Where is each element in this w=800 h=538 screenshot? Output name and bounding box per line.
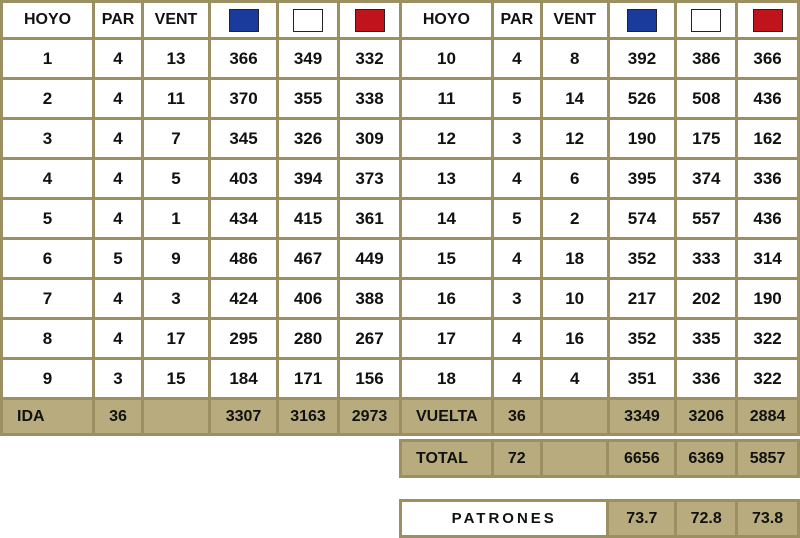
back-nine-rows: [401, 39, 799, 399]
blue-tee-swatch-icon: [229, 9, 259, 32]
hole-number: 11: [401, 79, 493, 119]
hole-row: [401, 239, 799, 279]
total-blue: 6656: [608, 441, 676, 477]
red-tee-swatch-icon: [355, 9, 385, 32]
hole-number: 15: [401, 239, 493, 279]
red-tee-header: [737, 2, 799, 39]
total-table: [399, 439, 800, 478]
blue-tee-distance: 345: [210, 119, 278, 159]
red-tee-distance: 336: [737, 159, 799, 199]
hole-number: 5: [2, 199, 94, 239]
ida-red: 2973: [339, 399, 401, 435]
handicap-value: 18: [541, 239, 608, 279]
handicap-value: 15: [143, 359, 210, 399]
white-tee-swatch-icon: [691, 9, 721, 32]
red-tee-distance: 332: [339, 39, 401, 79]
blue-tee-distance: 295: [210, 319, 278, 359]
red-tee-distance: 436: [737, 79, 799, 119]
patrones-row: [401, 501, 799, 537]
handicap-header: VENT: [541, 2, 608, 39]
hole-row: [2, 359, 401, 399]
hole-row: [2, 199, 401, 239]
white-tee-swatch-icon: [293, 9, 323, 32]
hole-number: 12: [401, 119, 493, 159]
hole-row: [401, 159, 799, 199]
par-value: 4: [492, 239, 541, 279]
red-tee-distance: 338: [339, 79, 401, 119]
white-tee-distance: 415: [278, 199, 339, 239]
ida-hcp: [143, 399, 210, 435]
hole-number: 17: [401, 319, 493, 359]
par-value: 4: [94, 39, 143, 79]
white-tee-distance: 175: [676, 119, 737, 159]
front-header-row: [2, 2, 401, 39]
white-tee-distance: 508: [676, 79, 737, 119]
blue-tee-distance: 424: [210, 279, 278, 319]
par-header: PAR: [492, 2, 541, 39]
handicap-value: 13: [143, 39, 210, 79]
handicap-value: 4: [541, 359, 608, 399]
front-nine-rows: [2, 39, 401, 399]
white-tee-distance: 557: [676, 199, 737, 239]
par-value: 5: [492, 199, 541, 239]
blue-tee-distance: 526: [608, 79, 676, 119]
par-value: 4: [492, 319, 541, 359]
hole-number: 16: [401, 279, 493, 319]
vuelta-blue: 3349: [608, 399, 676, 435]
red-tee-distance: 190: [737, 279, 799, 319]
handicap-value: 11: [143, 79, 210, 119]
red-tee-swatch-icon: [753, 9, 783, 32]
handicap-value: 12: [541, 119, 608, 159]
white-tee-distance: 335: [676, 319, 737, 359]
blue-tee-header: [210, 2, 278, 39]
par-value: 4: [94, 159, 143, 199]
par-value: 5: [94, 239, 143, 279]
hole-number: 1: [2, 39, 94, 79]
total-label: TOTAL: [401, 441, 493, 477]
handicap-value: 1: [143, 199, 210, 239]
blue-tee-distance: 370: [210, 79, 278, 119]
white-tee-distance: 202: [676, 279, 737, 319]
hole-number: 18: [401, 359, 493, 399]
blue-tee-distance: 184: [210, 359, 278, 399]
handicap-value: 2: [541, 199, 608, 239]
red-tee-distance: 322: [737, 319, 799, 359]
blue-tee-distance: 366: [210, 39, 278, 79]
par-value: 4: [94, 119, 143, 159]
red-tee-distance: 314: [737, 239, 799, 279]
red-tee-distance: 436: [737, 199, 799, 239]
hole-number: 7: [2, 279, 94, 319]
red-tee-distance: 309: [339, 119, 401, 159]
red-tee-distance: 449: [339, 239, 401, 279]
par-value: 4: [94, 199, 143, 239]
par-value: 3: [492, 279, 541, 319]
red-tee-distance: 373: [339, 159, 401, 199]
hole-header: HOYO: [401, 2, 493, 39]
blue-tee-distance: 352: [608, 319, 676, 359]
par-value: 3: [492, 119, 541, 159]
blue-tee-distance: 403: [210, 159, 278, 199]
hole-row: [2, 119, 401, 159]
hole-number: 6: [2, 239, 94, 279]
red-tee-header: [339, 2, 401, 39]
handicap-value: 17: [143, 319, 210, 359]
hole-number: 10: [401, 39, 493, 79]
vuelta-hcp: [541, 399, 608, 435]
handicap-header: VENT: [143, 2, 210, 39]
hole-number: 14: [401, 199, 493, 239]
vuelta-par: 36: [492, 399, 541, 435]
vuelta-label: VUELTA: [401, 399, 493, 435]
vuelta-row: [401, 399, 799, 435]
blue-tee-distance: 434: [210, 199, 278, 239]
hole-number: 8: [2, 319, 94, 359]
blue-tee-swatch-icon: [627, 9, 657, 32]
white-tee-distance: 280: [278, 319, 339, 359]
hole-row: [2, 279, 401, 319]
red-tee-distance: 267: [339, 319, 401, 359]
red-tee-distance: 388: [339, 279, 401, 319]
patrones-table: [399, 499, 800, 538]
front-nine-table: [0, 0, 402, 436]
handicap-value: 6: [541, 159, 608, 199]
par-value: 4: [94, 319, 143, 359]
hole-row: [2, 239, 401, 279]
white-tee-distance: 374: [676, 159, 737, 199]
par-value: 5: [492, 79, 541, 119]
red-tee-distance: 156: [339, 359, 401, 399]
red-tee-distance: 366: [737, 39, 799, 79]
red-tee-distance: 162: [737, 119, 799, 159]
par-value: 4: [492, 159, 541, 199]
patrones-red: 73.8: [737, 501, 799, 537]
ida-blue: 3307: [210, 399, 278, 435]
total-white: 6369: [676, 441, 737, 477]
hole-row: [2, 39, 401, 79]
total-hcp: [541, 441, 608, 477]
hole-row: [401, 199, 799, 239]
handicap-value: 8: [541, 39, 608, 79]
total-par: 72: [492, 441, 541, 477]
par-value: 4: [94, 79, 143, 119]
ida-label: IDA: [2, 399, 94, 435]
back-nine-table: [399, 0, 800, 436]
hole-header: HOYO: [2, 2, 94, 39]
hole-row: [401, 279, 799, 319]
vuelta-red: 2884: [737, 399, 799, 435]
hole-row: [401, 319, 799, 359]
white-tee-header: [278, 2, 339, 39]
blue-tee-distance: 486: [210, 239, 278, 279]
blue-tee-distance: 352: [608, 239, 676, 279]
blue-tee-distance: 190: [608, 119, 676, 159]
par-header: PAR: [94, 2, 143, 39]
patrones-blue: 73.7: [608, 501, 676, 537]
handicap-value: 3: [143, 279, 210, 319]
white-tee-distance: 386: [676, 39, 737, 79]
white-tee-header: [676, 2, 737, 39]
par-value: 4: [492, 39, 541, 79]
hole-row: [401, 79, 799, 119]
hole-row: [401, 359, 799, 399]
hole-number: 9: [2, 359, 94, 399]
handicap-value: 10: [541, 279, 608, 319]
back-header-row: [401, 2, 799, 39]
hole-row: [401, 119, 799, 159]
patrones-white: 72.8: [676, 501, 737, 537]
white-tee-distance: 349: [278, 39, 339, 79]
white-tee-distance: 394: [278, 159, 339, 199]
handicap-value: 16: [541, 319, 608, 359]
hole-number: 2: [2, 79, 94, 119]
patrones-label: PATRONES: [401, 501, 608, 537]
blue-tee-distance: 395: [608, 159, 676, 199]
hole-number: 3: [2, 119, 94, 159]
hole-number: 13: [401, 159, 493, 199]
white-tee-distance: 336: [676, 359, 737, 399]
blue-tee-header: [608, 2, 676, 39]
hole-row: [2, 319, 401, 359]
white-tee-distance: 333: [676, 239, 737, 279]
par-value: 4: [94, 279, 143, 319]
ida-row: [2, 399, 401, 435]
hole-number: 4: [2, 159, 94, 199]
white-tee-distance: 326: [278, 119, 339, 159]
white-tee-distance: 406: [278, 279, 339, 319]
hole-row: [401, 39, 799, 79]
hole-row: [2, 159, 401, 199]
handicap-value: 14: [541, 79, 608, 119]
handicap-value: 5: [143, 159, 210, 199]
white-tee-distance: 355: [278, 79, 339, 119]
white-tee-distance: 467: [278, 239, 339, 279]
ida-white: 3163: [278, 399, 339, 435]
blue-tee-distance: 392: [608, 39, 676, 79]
total-red: 5857: [737, 441, 799, 477]
par-value: 3: [94, 359, 143, 399]
hole-row: [2, 79, 401, 119]
white-tee-distance: 171: [278, 359, 339, 399]
blue-tee-distance: 217: [608, 279, 676, 319]
ida-par: 36: [94, 399, 143, 435]
red-tee-distance: 322: [737, 359, 799, 399]
blue-tee-distance: 574: [608, 199, 676, 239]
handicap-value: 7: [143, 119, 210, 159]
vuelta-white: 3206: [676, 399, 737, 435]
red-tee-distance: 361: [339, 199, 401, 239]
total-row: [401, 441, 799, 477]
blue-tee-distance: 351: [608, 359, 676, 399]
handicap-value: 9: [143, 239, 210, 279]
par-value: 4: [492, 359, 541, 399]
